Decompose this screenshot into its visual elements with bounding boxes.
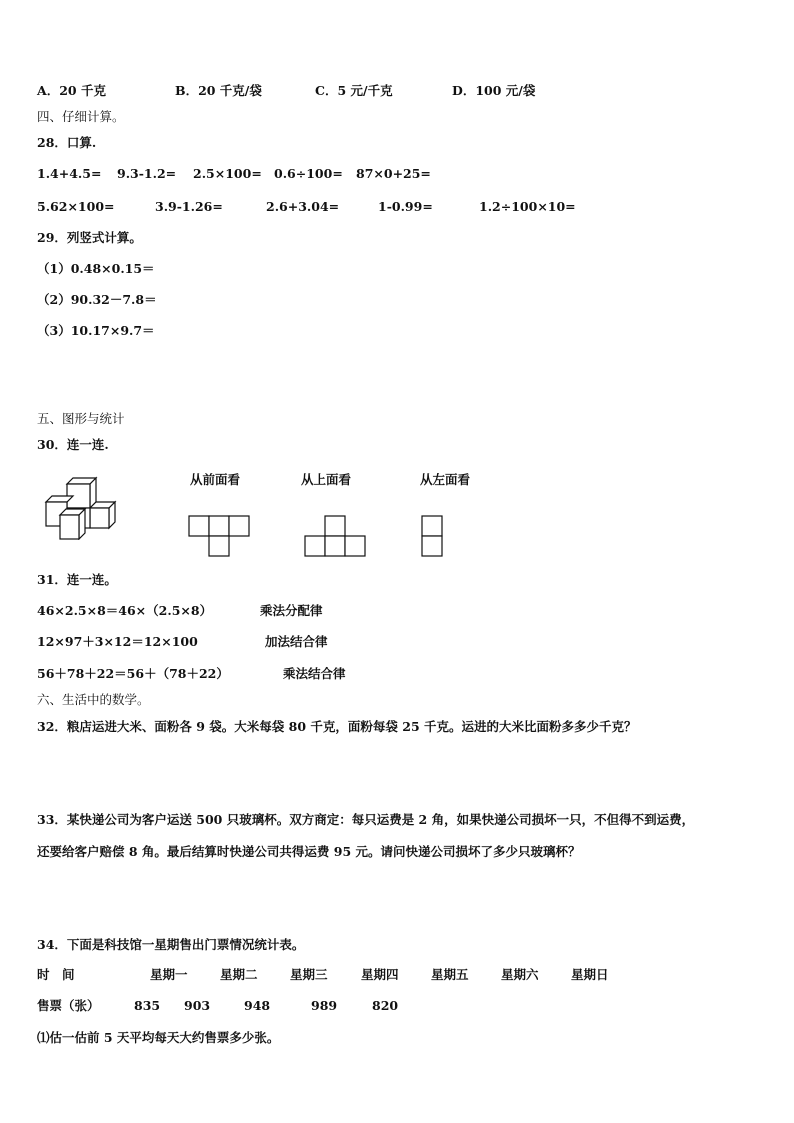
table-day-3: 星期三 xyxy=(290,967,328,982)
table-day-1: 星期一 xyxy=(150,967,188,982)
q33-line-1: 33．某快递公司为客户运送 500 只玻璃杯。双方商定：每只运费是 2 角，如果快递公司损坏一只，不但得不到运费， xyxy=(37,812,695,827)
q28-r2-1: 5.62×100= xyxy=(37,199,115,214)
q28-r2-3: 2.6+3.04= xyxy=(266,199,340,214)
view-front-figure xyxy=(188,515,252,557)
table-day-6: 星期六 xyxy=(501,967,539,982)
table-ticket-4: 989 xyxy=(311,998,338,1013)
section-5-title: 五、图形与统计 xyxy=(37,411,125,426)
view-left-label: 从左面看 xyxy=(420,472,471,487)
q31-equation-2: 12×97＋3×12＝12×100 xyxy=(37,634,198,649)
option-a: A．20 千克 xyxy=(37,83,106,98)
q31-equation-3: 56＋78＋22＝56＋（78＋22） xyxy=(37,666,229,681)
table-ticket-2: 903 xyxy=(184,998,211,1013)
q28-title: 28．口算. xyxy=(37,135,97,150)
q28-r1-1: 1.4+4.5= xyxy=(37,166,102,181)
q29-item-1: （1）0.48×0.15＝ xyxy=(37,261,155,276)
q30-title: 30．连一连. xyxy=(37,437,109,452)
table-head-time: 时 间 xyxy=(37,967,75,982)
q28-r1-3: 2.5×100= xyxy=(193,166,262,181)
table-day-2: 星期二 xyxy=(220,967,258,982)
q33-line-2: 还要给客户赔偿 8 角。最后结算时快递公司共得运费 95 元。请问快递公司损坏了多少只玻璃杯？ xyxy=(37,844,581,859)
q28-r1-5: 87×0+25= xyxy=(356,166,431,181)
q29-item-3: （3）10.17×9.7＝ xyxy=(37,323,155,338)
q28-r1-2: 9.3-1.2= xyxy=(117,166,177,181)
option-d: D．100 元/袋 xyxy=(452,83,536,98)
table-head-tickets: 售票（张） xyxy=(37,998,100,1013)
view-top-label: 从上面看 xyxy=(301,472,352,487)
table-day-4: 星期四 xyxy=(361,967,399,982)
table-day-7: 星期日 xyxy=(571,967,609,982)
q31-title: 31．连一连。 xyxy=(37,572,117,587)
section-6-title: 六、生活中的数学。 xyxy=(37,692,150,707)
table-ticket-5: 820 xyxy=(372,998,399,1013)
option-c: C．5 元/千克 xyxy=(315,83,393,98)
q34-title: 34．下面是科技馆一星期售出门票情况统计表。 xyxy=(37,937,305,952)
q28-r2-5: 1.2÷100×10= xyxy=(479,199,576,214)
q31-equation-1: 46×2.5×8＝46×（2.5×8） xyxy=(37,603,213,618)
q28-r2-4: 1-0.99= xyxy=(378,199,433,214)
view-top-figure xyxy=(304,515,368,557)
table-ticket-3: 948 xyxy=(244,998,271,1013)
cube-stack-figure xyxy=(40,470,140,540)
view-left-figure xyxy=(421,515,465,557)
q29-item-2: （2）90.32－7.8＝ xyxy=(37,292,157,307)
q31-law-3: 乘法结合律 xyxy=(283,666,346,681)
table-ticket-1: 835 xyxy=(134,998,161,1013)
q29-title: 29．列竖式计算。 xyxy=(37,230,142,245)
q28-r1-4: 0.6÷100= xyxy=(274,166,343,181)
q31-law-1: 乘法分配律 xyxy=(260,603,323,618)
q34-sub-1: ⑴估一估前 5 天平均每天大约售票多少张。 xyxy=(37,1030,280,1045)
section-4-title: 四、仔细计算。 xyxy=(37,109,125,124)
table-day-5: 星期五 xyxy=(431,967,469,982)
option-b: B．20 千克/袋 xyxy=(175,83,262,98)
q32-text: 32．粮店运进大米、面粉各 9 袋。大米每袋 80 千克，面粉每袋 25 千克。运进的大米比面粉多多少千克？ xyxy=(37,719,637,734)
view-front-label: 从前面看 xyxy=(190,472,241,487)
q28-r2-2: 3.9-1.26= xyxy=(155,199,223,214)
q31-law-2: 加法结合律 xyxy=(265,634,328,649)
